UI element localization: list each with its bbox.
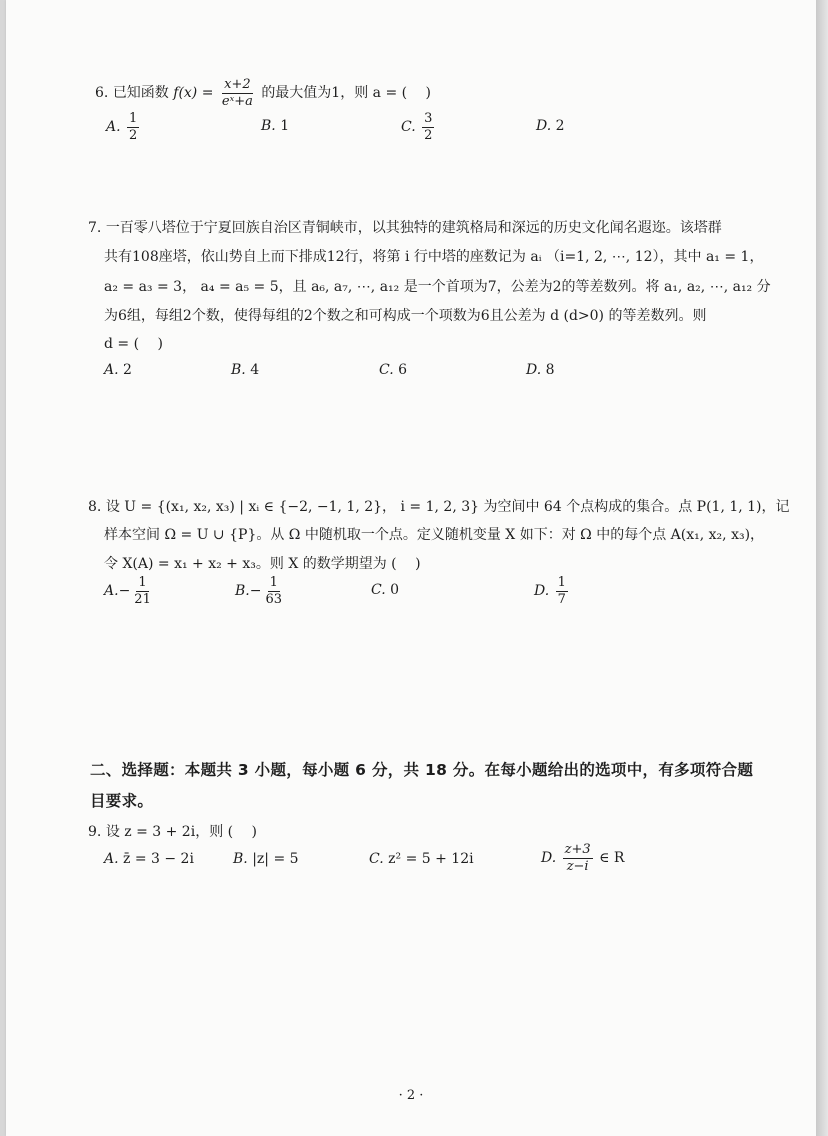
option-label: A. bbox=[106, 119, 121, 136]
question-7-line-3: a₂ = a₃ = 3， a₄ = a₅ = 5，且 a₆, a₇, ⋯, a₁₂ 是一个首项为7，公差为2的等差数列。将 a₁, a₂, ⋯, a₁₂ 分 bbox=[104, 279, 771, 295]
question-8-line-1 bbox=[88, 496, 790, 516]
question-number: 9. bbox=[88, 824, 102, 840]
option-c bbox=[401, 112, 436, 142]
option-label: A. bbox=[104, 362, 119, 378]
option-text: |z| = 5 bbox=[252, 851, 299, 867]
option-label: B. bbox=[235, 583, 250, 600]
option-text: 4 bbox=[250, 362, 260, 378]
fraction-numerator: x+2 bbox=[224, 77, 251, 92]
option-text: 2 bbox=[123, 362, 132, 378]
section-heading: 二、选择题：本题共 3 小题，每小题 6 分，共 18 分。在每小题给出的选项中，有多项符合题 bbox=[90, 761, 754, 779]
option-d bbox=[534, 576, 570, 606]
option-label: C. bbox=[369, 851, 384, 867]
option-b bbox=[233, 851, 299, 867]
option-d bbox=[526, 362, 555, 378]
question-7-line-1 bbox=[88, 217, 722, 237]
option-text: z² = 5 + 12i bbox=[388, 851, 474, 867]
option-c bbox=[379, 362, 407, 378]
page-edge-shadow bbox=[816, 0, 828, 1136]
fraction-numerator: 3 bbox=[424, 111, 433, 126]
option-b bbox=[261, 118, 289, 134]
option-a bbox=[104, 362, 132, 378]
question-text: 已知函数 bbox=[112, 85, 169, 102]
option-d bbox=[536, 118, 565, 134]
option-fraction bbox=[127, 112, 139, 142]
fraction-denominator: eˣ+a bbox=[221, 93, 253, 109]
question-text: 设 U = {(x₁, x₂, x₃) | xᵢ ∈ {−2, −1, 1, 2}， i = 1, 2, 3} 为空间中 64 个点构成的集合。点 P(1, 1, 1)，记 bbox=[105, 499, 790, 515]
option-label: B. bbox=[261, 118, 276, 134]
fraction-numerator: 1 bbox=[269, 575, 278, 590]
fraction-denominator: 7 bbox=[557, 591, 566, 607]
option-label: D. bbox=[526, 362, 542, 378]
minus-sign: − bbox=[118, 583, 131, 600]
question-number: 6. bbox=[95, 85, 109, 102]
option-label: C. bbox=[401, 119, 416, 136]
option-b bbox=[235, 576, 286, 606]
question-text: 的最大值为1，则 a = ( ) bbox=[261, 85, 432, 102]
fraction-denominator: z−i bbox=[566, 858, 589, 874]
option-a bbox=[104, 576, 155, 606]
question-9-stem bbox=[88, 821, 257, 841]
option-text: 0 bbox=[390, 582, 400, 598]
option-label: C. bbox=[371, 582, 386, 598]
fraction-denominator: 2 bbox=[129, 127, 138, 143]
section-heading-continued: 目要求。 bbox=[90, 792, 154, 810]
option-fraction bbox=[563, 843, 593, 873]
option-text: 2 bbox=[555, 118, 565, 134]
option-suffix: ∈ R bbox=[599, 850, 625, 867]
option-d bbox=[541, 843, 624, 873]
option-text: 1 bbox=[280, 118, 290, 134]
option-text: 8 bbox=[545, 362, 555, 378]
function-label: f(x) = bbox=[173, 85, 214, 102]
option-fraction bbox=[556, 576, 568, 606]
fraction-denominator: 2 bbox=[424, 127, 433, 143]
option-label: D. bbox=[536, 118, 552, 134]
minus-sign: − bbox=[249, 583, 262, 600]
question-6-stem bbox=[95, 78, 431, 108]
option-label: D. bbox=[534, 583, 550, 600]
option-a bbox=[106, 112, 141, 142]
question-8-line-3: 令 X(A) = x₁ + x₂ + x₃。则 X 的数学期望为 ( ) bbox=[104, 556, 421, 572]
fraction-denominator: 63 bbox=[265, 591, 283, 607]
page-number: · 2 · bbox=[398, 1088, 424, 1103]
option-label: C. bbox=[379, 362, 394, 378]
question-text: 一百零八塔位于宁夏回族自治区青铜峡市，以其独特的建筑格局和深远的历史文化闻名遐迩。该塔群 bbox=[105, 220, 722, 236]
question-7-line-5: d = ( ) bbox=[104, 336, 163, 352]
fraction-numerator: 1 bbox=[138, 575, 147, 590]
option-text: z̄ = 3 − 2i bbox=[123, 851, 194, 867]
question-7-line-4: 为6组，每组2个数，使得每组的2个数之和可构成一个项数为6且公差为 d (d>0) 的等差数列。则 bbox=[104, 308, 707, 324]
question-8-line-2: 样本空间 Ω = U ∪ {P}。从 Ω 中随机取一个点。定义随机变量 X 如下：对 Ω 中的每个点 A(x₁, x₂, x₃)， bbox=[104, 527, 765, 543]
option-label: A. bbox=[104, 583, 119, 600]
option-label: B. bbox=[233, 851, 248, 867]
option-label: A. bbox=[104, 851, 119, 867]
option-c bbox=[369, 851, 474, 867]
option-text: 6 bbox=[398, 362, 408, 378]
option-fraction bbox=[422, 112, 434, 142]
question-7-line-2: 共有108座塔，依山势自上而下排成12行，将第 i 行中塔的座数记为 aᵢ （i=1, 2, ⋯, 12），其中 a₁ = 1， bbox=[104, 249, 764, 265]
option-b bbox=[231, 362, 259, 378]
fraction-denominator: 21 bbox=[134, 591, 151, 607]
option-label: D. bbox=[541, 850, 557, 867]
option-fraction bbox=[132, 576, 153, 606]
question-number: 8. bbox=[88, 499, 102, 515]
option-a bbox=[104, 851, 194, 867]
question-number: 7. bbox=[88, 220, 102, 236]
exam-page bbox=[6, 0, 816, 1136]
question-text: 设 z = 3 + 2i，则 ( ) bbox=[105, 824, 258, 840]
fraction-numerator: 1 bbox=[129, 111, 138, 126]
option-c bbox=[371, 582, 399, 598]
fraction-numerator: z+3 bbox=[564, 842, 591, 857]
fraction-numerator: 1 bbox=[557, 575, 566, 590]
function-fraction bbox=[220, 78, 255, 108]
option-label: B. bbox=[231, 362, 246, 378]
option-fraction bbox=[263, 576, 284, 606]
